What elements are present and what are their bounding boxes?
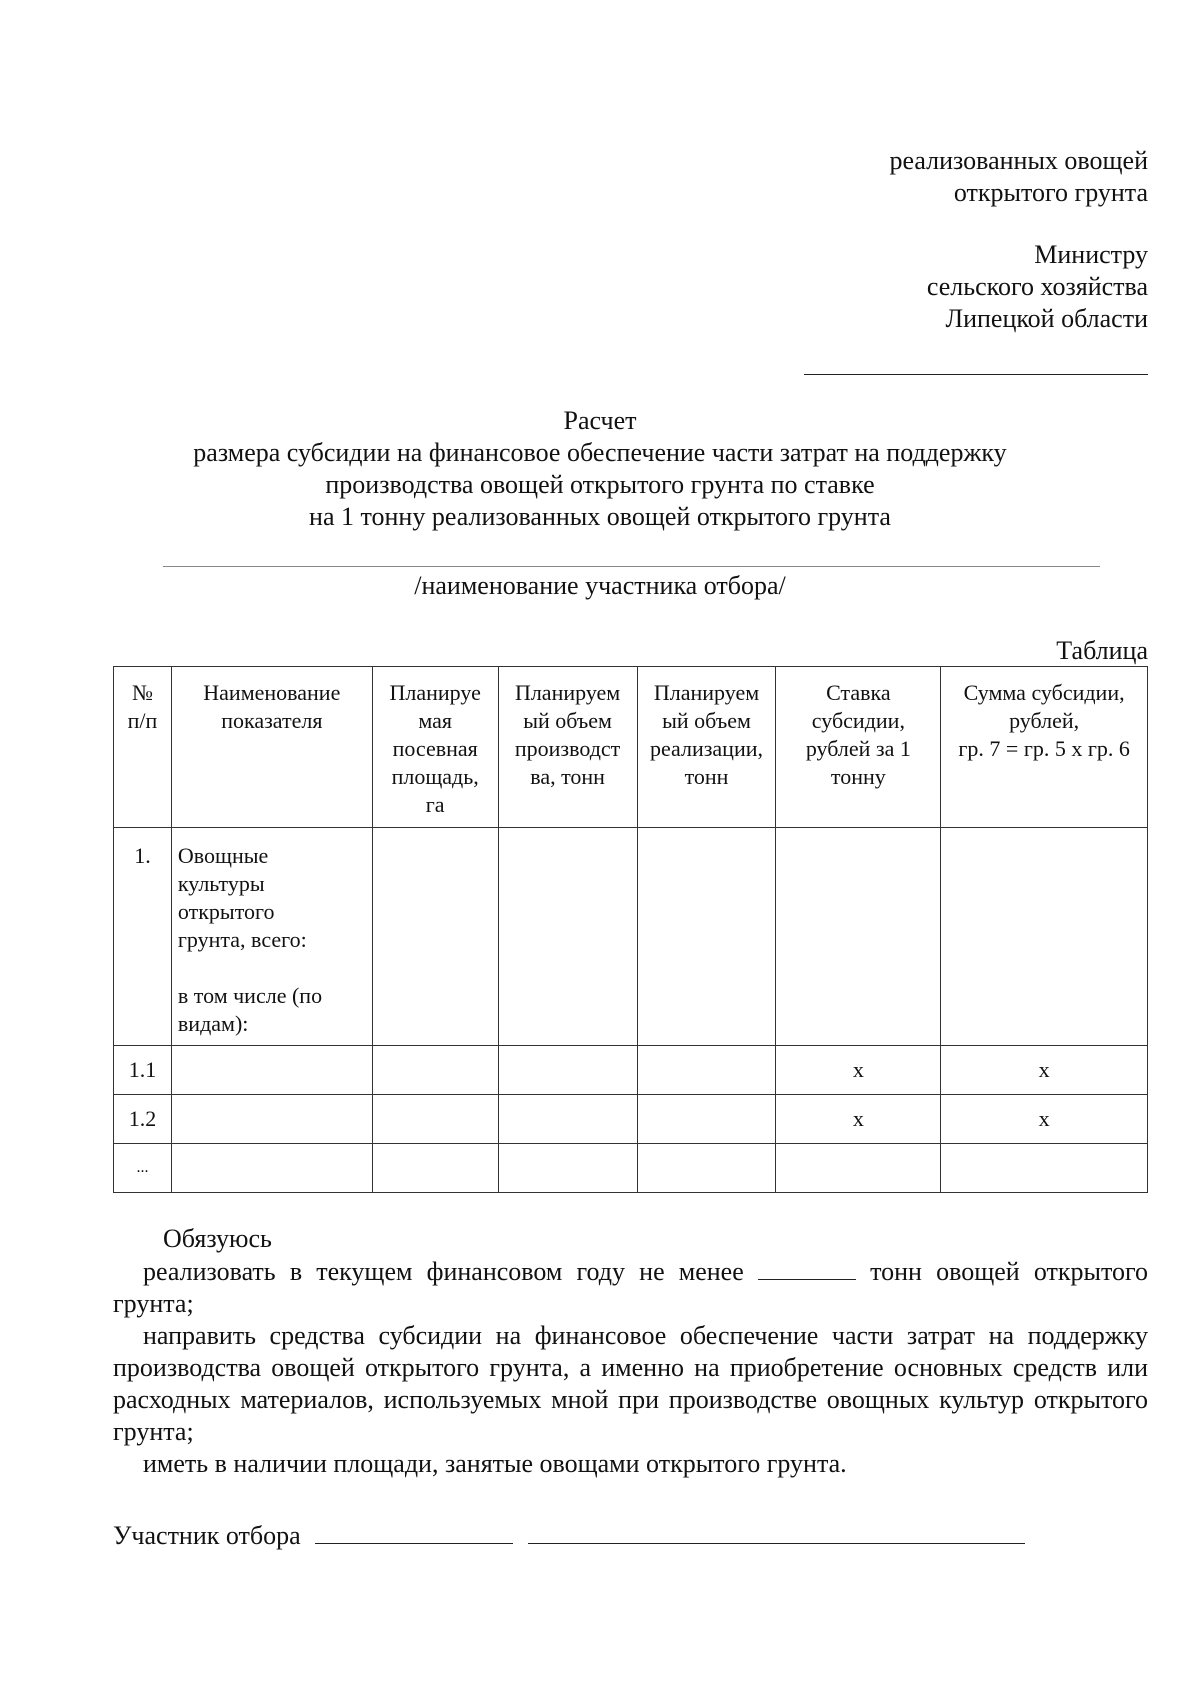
input-cell[interactable]: [941, 828, 1148, 1046]
table-header-row: [114, 667, 1148, 828]
participant-name-caption: /наименование участника отбора/: [414, 571, 786, 600]
obligation-item: иметь в наличии площади, занятые овощами открытого грунта.: [143, 1449, 847, 1478]
input-cell[interactable]: [171, 1095, 372, 1144]
header-cell-sales: Планируем ый объем реализации, тонн: [637, 667, 776, 828]
rate-cell: х: [776, 1046, 941, 1095]
addressee-line: Министру: [1034, 240, 1148, 269]
sum-cell: х: [941, 1095, 1148, 1144]
header-cell-sum: Сумма субсидии, рублей, гр. 7 = гр. 5 х гр. 6: [941, 667, 1148, 828]
title-line: Расчет: [563, 406, 637, 435]
input-cell[interactable]: [637, 1095, 776, 1144]
sum-cell: [941, 1144, 1148, 1193]
obligations-lead: Обязуюсь: [163, 1224, 272, 1253]
header-block: [648, 145, 1148, 335]
title-line: на 1 тонну реализованных овощей открытого грунта: [309, 502, 891, 531]
participant-name-line: [163, 566, 1100, 567]
header-cell-number: № п/п: [114, 667, 172, 828]
table-caption: Таблица: [1056, 636, 1148, 665]
input-cell[interactable]: [498, 1046, 637, 1095]
document-title: [100, 405, 1100, 533]
title-line: размера субсидии на финансовое обеспечение части затрат на поддержку: [193, 438, 1007, 467]
subsidy-table: [113, 666, 1148, 1193]
rate-cell: х: [776, 1095, 941, 1144]
input-cell[interactable]: [776, 828, 941, 1046]
row-number: 1.2: [114, 1095, 172, 1144]
row-number: 1.1: [114, 1046, 172, 1095]
addressee-line: сельского хозяйства: [926, 272, 1148, 301]
row-number: ...: [114, 1144, 172, 1193]
input-cell[interactable]: [637, 828, 776, 1046]
header-subject-line: реализованных овощей: [889, 146, 1148, 175]
obligations-block: [113, 1223, 1148, 1480]
addressee-line: Липецкой области: [945, 304, 1148, 333]
table-row: [114, 1144, 1148, 1193]
input-cell[interactable]: [637, 1046, 776, 1095]
input-cell[interactable]: [498, 1095, 637, 1144]
sum-cell: х: [941, 1046, 1148, 1095]
row-number: 1.: [114, 828, 172, 1046]
header-cell-indicator: Наименование показателя: [171, 667, 372, 828]
addressee-signature-line: [804, 374, 1148, 375]
obligation-item: реализовать в текущем финансовом году не менее тонн овощей открытого грунта;: [113, 1257, 1149, 1318]
input-cell[interactable]: [372, 1046, 498, 1095]
full-name-blank[interactable]: [528, 1519, 1025, 1544]
rate-cell: [776, 1144, 941, 1193]
title-line: производства овощей открытого грунта по ставке: [325, 470, 875, 499]
tonnage-blank[interactable]: [758, 1255, 856, 1280]
header-cell-production: Планируем ый объем производст ва, тонн: [498, 667, 637, 828]
table-row: [114, 828, 1148, 1046]
input-cell[interactable]: [372, 1095, 498, 1144]
row-indicator-name: Овощные культуры открытого грунта, всего: в том числе (по видам):: [171, 828, 372, 1046]
header-cell-area: Планируе мая посевная площадь, га: [372, 667, 498, 828]
input-cell[interactable]: [498, 828, 637, 1046]
obligation-item: направить средства субсидии на финансовое обеспечение части затрат на поддержку производства овощей открытого грунта, а именно на приобретение основных средств или расходных материалов, используемых мной при производстве овощных культур открытого грунта;: [113, 1321, 1148, 1446]
participant-label: Участник отбора: [113, 1521, 301, 1550]
signature-blank[interactable]: [315, 1519, 513, 1544]
header-cell-rate: Ставка субсидии, рублей за 1 тонну: [776, 667, 941, 828]
input-cell[interactable]: [372, 1144, 498, 1193]
input-cell[interactable]: [171, 1144, 372, 1193]
table-row: [114, 1095, 1148, 1144]
table-row: [114, 1046, 1148, 1095]
input-cell[interactable]: [637, 1144, 776, 1193]
input-cell[interactable]: [498, 1144, 637, 1193]
input-cell[interactable]: [372, 828, 498, 1046]
participant-signature: [113, 1519, 1025, 1552]
input-cell[interactable]: [171, 1046, 372, 1095]
header-subject-line: открытого грунта: [953, 178, 1148, 207]
